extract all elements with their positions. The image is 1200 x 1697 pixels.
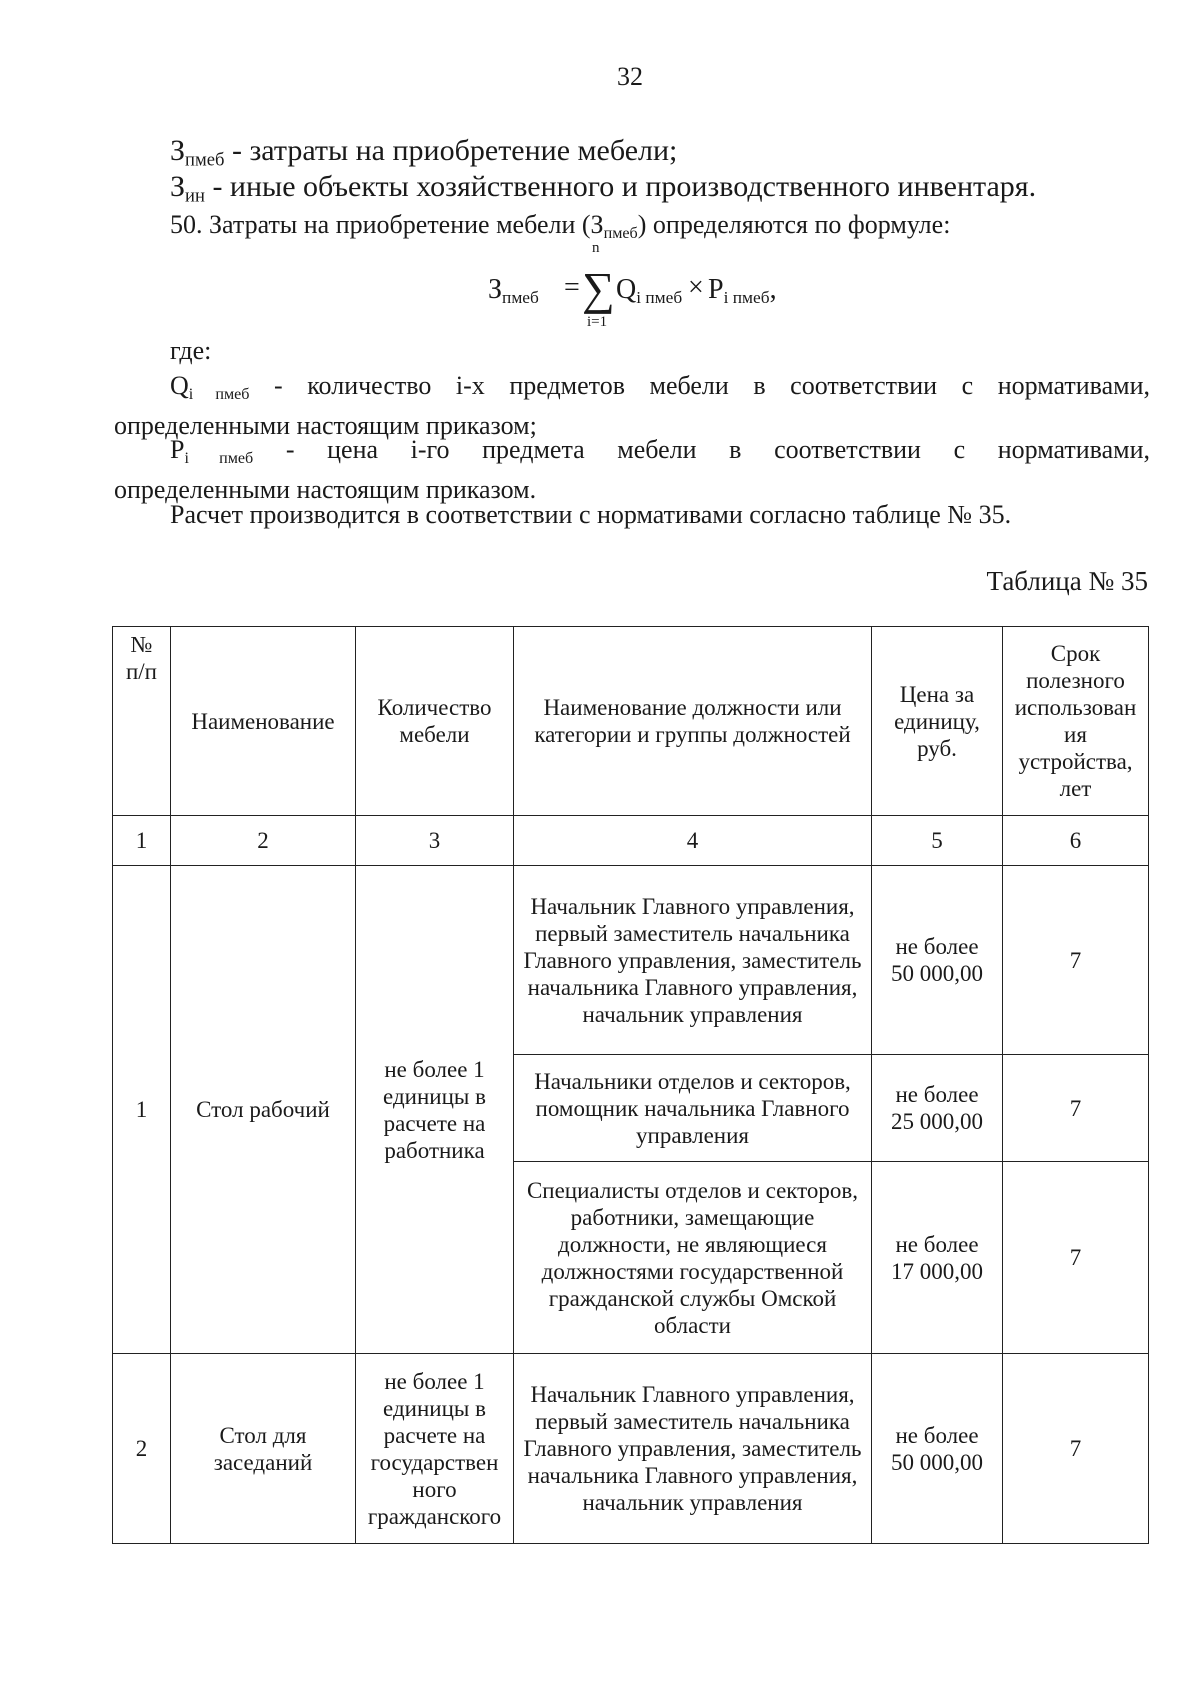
- row-number: 2: [113, 1354, 171, 1544]
- table-header-row: [113, 627, 1149, 816]
- row-price: не более 17 000,00: [872, 1162, 1003, 1354]
- formula-lhs: $З_{пмеб}$: [488, 274, 539, 308]
- page-number: 32: [617, 62, 643, 91]
- formula-upper-limit: n: [592, 240, 600, 256]
- row-term: 7: [1003, 1162, 1149, 1354]
- p-definition: $P_{i пмеб}$ - цена i-го предмета мебели в соответствии с нормативами, определенными настоящим приказом.: [114, 435, 1150, 504]
- column-number: 1: [113, 816, 171, 866]
- row-quantity: не более 1 единицы в расчете на государствен ного гражданского: [356, 1354, 514, 1544]
- column-number: 2: [171, 816, 356, 866]
- column-number: 6: [1003, 816, 1149, 866]
- row-position: Начальник Главного управления, первый заместитель начальника Главного управления, заместитель начальника Главного управления, начальник управления: [514, 866, 872, 1055]
- row-position: Начальник Главного управления, первый заместитель начальника Главного управления, заместитель начальника Главного управления, начальник управления: [514, 1354, 872, 1544]
- row-position: Специалисты отделов и секторов, работники, замещающие должности, не являющиеся должностями государственной гражданской службы Омской области: [514, 1162, 872, 1354]
- paragraph-50: 50. Затраты на приобретение мебели $(З_{пмеб})$ определяются по формуле:: [170, 210, 951, 242]
- table-title: Таблица № 35: [986, 566, 1148, 596]
- row-name: Стол для заседаний: [171, 1354, 356, 1544]
- formula-times: ×: [688, 272, 704, 303]
- definition-zin: $З_{ин}$ - иные объекты хозяйственного и производственного инвентаря.: [170, 170, 1037, 207]
- where-label: где:: [170, 336, 212, 365]
- column-number: 3: [356, 816, 514, 866]
- formula-p: $P_{i пмеб}$,: [708, 274, 777, 308]
- column-numbers-row: [113, 816, 1149, 866]
- row-position: Начальники отделов и секторов, помощник начальника Главного управления: [514, 1055, 872, 1162]
- row-price: не более 25 000,00: [872, 1055, 1003, 1162]
- row-name: Стол рабочий: [171, 866, 356, 1354]
- row-term: 7: [1003, 866, 1149, 1055]
- row-term: 7: [1003, 1354, 1149, 1544]
- header-price: Цена за единицу, руб.: [872, 627, 1003, 816]
- row-price: не более 50 000,00: [872, 866, 1003, 1055]
- column-number: 4: [514, 816, 872, 866]
- definition-zpmeb: $З_{пмеб}$ - затраты на приобретение мебели;: [170, 134, 678, 171]
- formula: [488, 236, 808, 332]
- table-row: [113, 866, 1149, 1055]
- formula-equals: =: [564, 272, 580, 303]
- row-price: не более 50 000,00: [872, 1354, 1003, 1544]
- header-position: Наименование должности или категории и группы должностей: [514, 627, 872, 816]
- furniture-norms-table: [112, 626, 1149, 1544]
- header-term: Срок полезного использован ия устройства, лет: [1003, 627, 1149, 816]
- row-term: 7: [1003, 1055, 1149, 1162]
- formula-q: $Q_{i пмеб}$: [616, 274, 683, 308]
- header-name: Наименование: [171, 627, 356, 816]
- formula-lower-limit: i=1: [587, 314, 608, 330]
- header-quantity: Количество мебели: [356, 627, 514, 816]
- row-number: 1: [113, 866, 171, 1354]
- formula-sigma: ∑: [582, 263, 615, 314]
- table-row: [113, 1354, 1149, 1544]
- column-number: 5: [872, 816, 1003, 866]
- header-number: № п/п: [113, 627, 171, 816]
- calculation-note: Расчет производится в соответствии с нормативами согласно таблице № 35.: [170, 500, 1012, 529]
- q-definition: $Q_{i пмеб}$ - количество i-х предметов мебели в соответствии с нормативами, определенными настоящим приказом;: [114, 371, 1150, 440]
- row-quantity: не более 1 единицы в расчете на работника: [356, 866, 514, 1354]
